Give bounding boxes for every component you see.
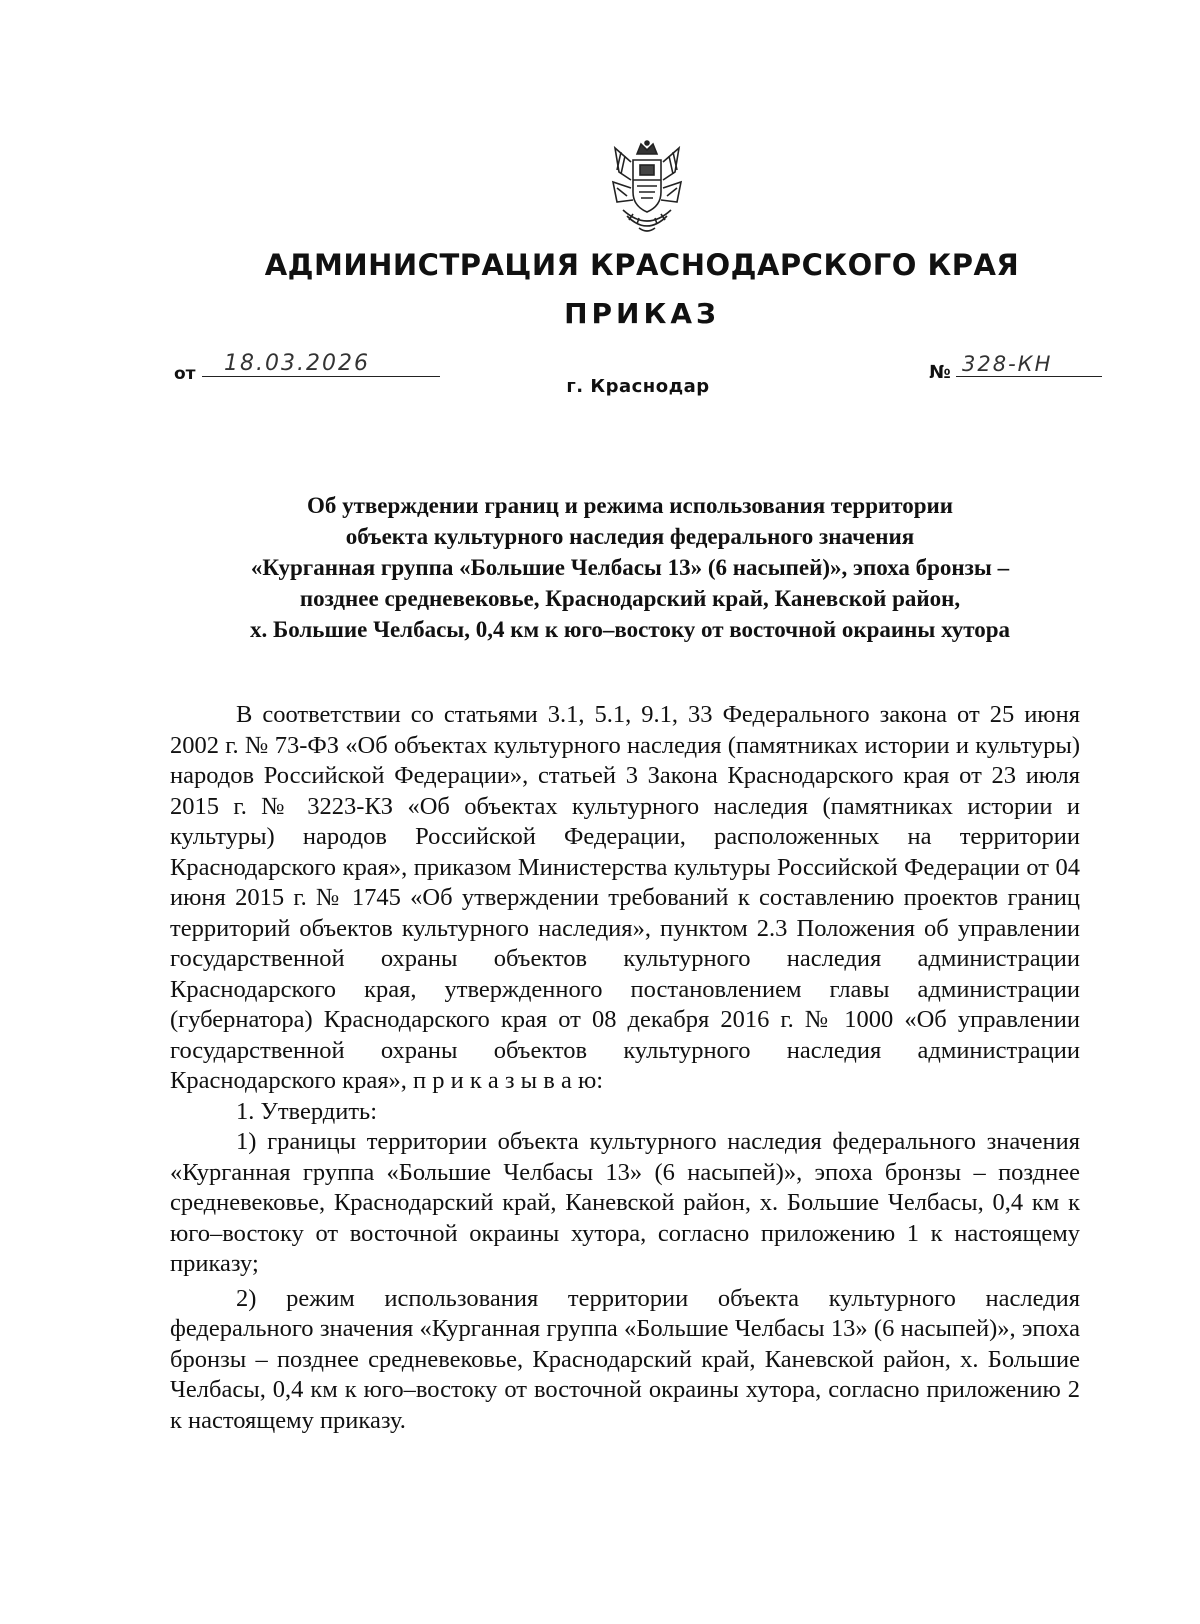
preamble-text: В соответствии со статьями 3.1, 5.1, 9.1, 33 Федерального закона от 25 июня 2002 г. № 73-ФЗ «Об объектах культурного наследия (памятниках истории и культуры) народов Российской Федерации», статьей 3 Закона Краснодарского края от 23 июля 2015 г. № 3223-КЗ «Об объектах культурного наследия (памятниках истории и культуры) народов Российской Федерации, расположенных на территории Краснодарского края», приказом Министерства культуры Российской Федерации от 04 июня 2015 г. № 1745 «Об утверждении требований к составлению проектов границ территорий объектов культурного наследия», пунктом 2.3 Положения об управлении государственной охраны объектов культурного наследия администрации Краснодарского края, утвержденного постановлением главы администрации (губернатора) Краснодарского края от 08 декабря 2016 г. № 1000 «Об управлении государственной охраны объектов культурного наследия администрации Краснодарского края», [170,701,1080,1094]
handwritten-number: 328-КН [962,352,1053,376]
document-subject [150,490,1110,645]
subject-line: объекта культурного наследия федерального значения [345,524,915,549]
order-word: п р и к а з ы в а ю: [412,1067,604,1094]
handwritten-date: 18.03.2026 [224,351,370,376]
city-name: г. Краснодар [566,376,710,397]
date-field [202,352,440,377]
subitem-1: 1) границы территории объекта культурного наследия федерального значения «Курганная группа «Большие Челбасы 13» (6 насыпей)», эпоха бронзы – позднее средневековье, Краснодарский край, Каневской район, х. Большие Челбасы, 0,4 км к юго–востоку от восточной окраины хутора, согласно приложению 1 к настоящему приказу; [170,1128,1080,1277]
number-label: № [929,362,951,383]
number-field [956,352,1102,377]
subject-line: Об утверждении границ и режима использования территории [306,493,954,518]
date-label: от [174,364,196,384]
preamble-paragraph [170,700,1080,1097]
subject-line: х. Большие Челбасы, 0,4 км к юго–востоку от восточной окраины хутора [249,617,1011,642]
coat-of-arms-emblem [609,140,685,236]
subject-line: «Курганная группа «Большие Челбасы 13» (6 насыпей)», эпоха бронзы – [250,555,1010,580]
item-1: 1. Утвердить: [236,1097,378,1125]
subject-line: позднее средневековье, Краснодарский край, Каневской район, [299,586,961,611]
organization-title: АДМИНИСТРАЦИЯ КРАСНОДАРСКОГО КРАЯ [264,248,1020,282]
subitem-2: 2) режим использования территории объекта культурного наследия федерального значения «Курганная группа «Большие Челбасы 13» (6 насыпей)», эпоха бронзы – позднее средневековье, Краснодарский край, Каневской район, х. Большие Челбасы, 0,4 км к юго–востоку от восточной окраины хутора, согласно приложению 2 к настоящему приказу. [170,1284,1080,1434]
document-type: ПРИКАЗ [564,297,720,330]
document-body [170,700,1080,1436]
